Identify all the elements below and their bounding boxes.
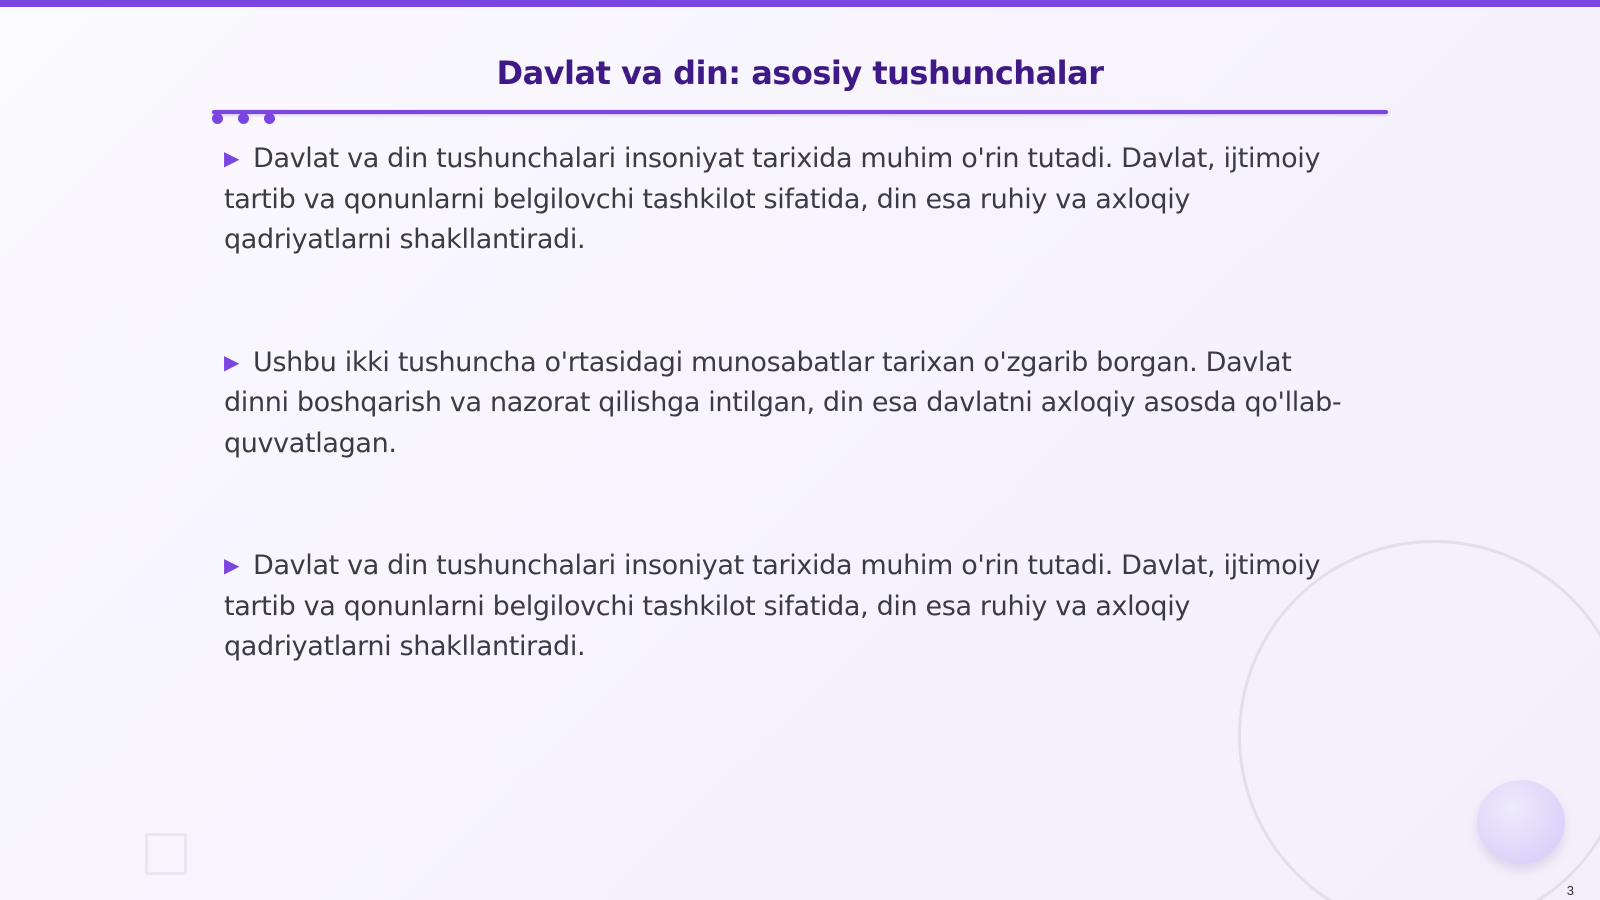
triangle-right-icon: ▶ xyxy=(224,553,240,577)
triangle-right-icon: ▶ xyxy=(224,146,240,170)
bullet-text: Davlat va din tushunchalari insoniyat tarixida muhim o'rin tutadi. Davlat, ijtimoiy tartib va qonunlarni belgilovchi tashkilot sifatida, din esa ruhiy va axloqiy qadriyatlarni shakllantiradi. xyxy=(224,550,1321,662)
bullet-item xyxy=(224,545,1359,668)
dot-icon xyxy=(238,113,249,124)
bullet-item xyxy=(224,342,1359,465)
dot-icon xyxy=(212,113,223,124)
bullet-text: Davlat va din tushunchalari insoniyat tarixida muhim o'rin tutadi. Davlat, ijtimoiy tartib va qonunlarni belgilovchi tashkilot sifatida, din esa ruhiy va axloqiy qadriyatlarni shakllantiradi. xyxy=(224,143,1321,255)
decorative-square xyxy=(145,833,187,875)
bullet-item xyxy=(224,138,1359,261)
decorative-blob xyxy=(1477,780,1565,864)
slide-title: Davlat va din: asosiy tushunchalar xyxy=(496,54,1104,92)
top-accent-bar xyxy=(0,0,1600,7)
bullet-text: Ushbu ikki tushuncha o'rtasidagi munosabatlar tarixan o'zgarib borgan. Davlat dinni boshqarish va nazorat qilishga intilgan, din esa davlatni axloqiy asosda qo'llab-quvvatlagan. xyxy=(224,346,1342,459)
bullet-list xyxy=(224,138,1359,668)
slide-number: 3 xyxy=(1566,883,1574,898)
title-underline xyxy=(212,110,1388,114)
triangle-right-icon: ▶ xyxy=(224,349,240,374)
dot-icon xyxy=(264,113,275,124)
